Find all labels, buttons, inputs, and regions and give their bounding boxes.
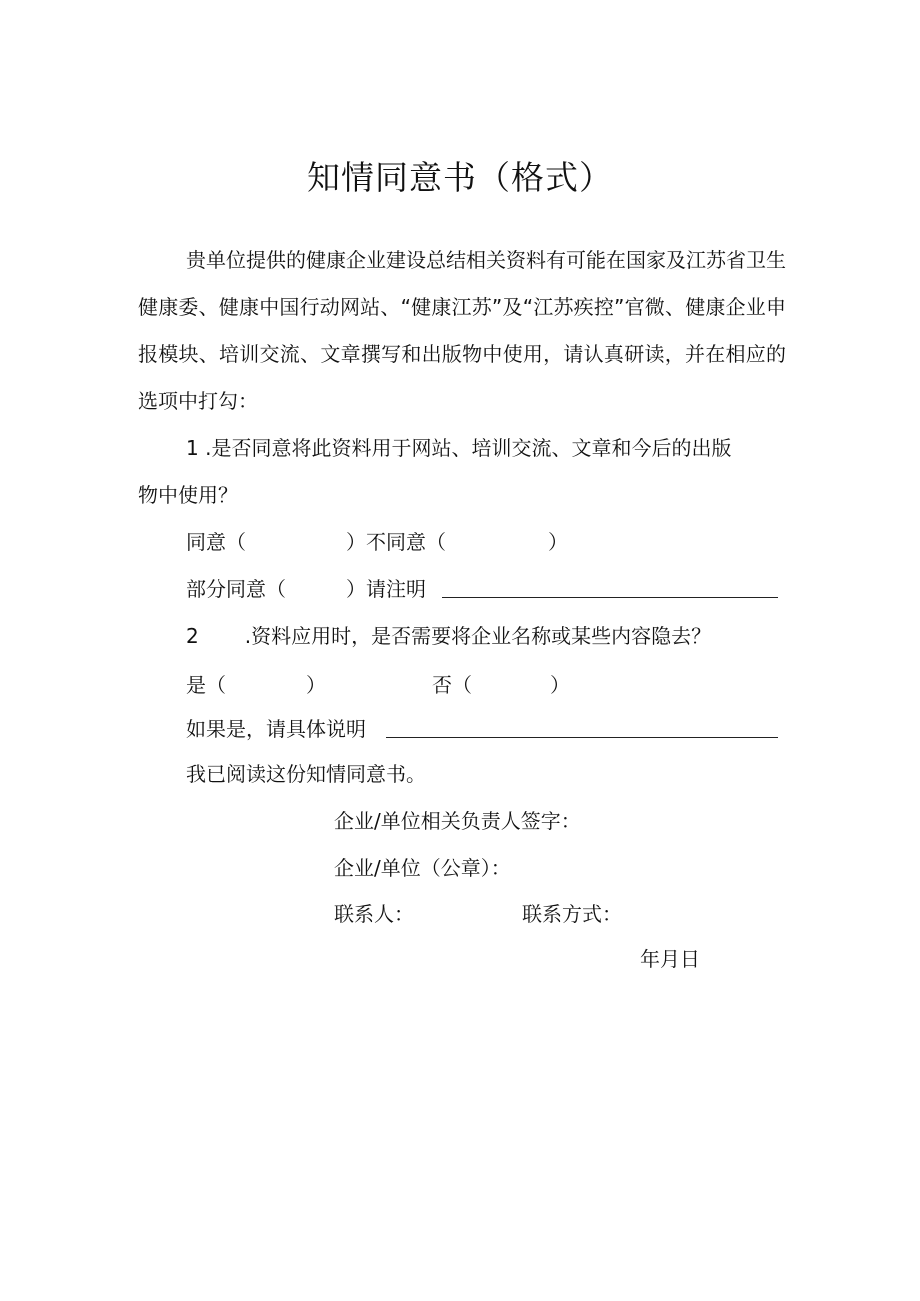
yes-label: 是（ [186, 673, 226, 697]
question-1-options [186, 528, 568, 556]
question-2-number: 2 [186, 624, 199, 648]
question-2-explain [186, 715, 366, 743]
page-title: 知情同意书（格式） [307, 158, 613, 197]
explain-label: 如果是，请具体说明 [186, 717, 366, 741]
explain-field[interactable] [386, 719, 778, 738]
signer-label: 企业/单位相关负责人签字： [334, 809, 581, 833]
question-1-line-2: 物中使用？ [138, 483, 238, 507]
agree-label: 同意（ [186, 530, 246, 554]
intro-text: 贵单位提供的健康企业建设总结相关资料有可能在国家及江苏省卫生健康委、健康中国行动网站、“健康江苏”及“江苏疾控”官微、健康企业申报模块、培训交流、文章撰写和出版物中使用，请认真研读，并在相应的选项中打勾： [138, 248, 786, 413]
question-1-partial [186, 575, 426, 603]
question-2-line [186, 622, 711, 650]
question-1-line-1: 1 .是否同意将此资料用于网站、培训交流、文章和今后的出版 [186, 436, 732, 460]
read-statement: 我已阅读这份知情同意书。 [186, 762, 426, 786]
no-label: 否（ [432, 673, 472, 697]
disagree-close: ） [548, 530, 568, 554]
partial-note-field[interactable] [442, 579, 778, 598]
seal-label: 企业/单位（公章）： [334, 856, 511, 880]
yes-close: ） [306, 673, 326, 697]
question-2-options [186, 671, 326, 699]
disagree-label: 不同意（ [366, 530, 446, 554]
date-label: 年月日 [640, 947, 700, 971]
partial-close: ）请注明 [346, 577, 426, 601]
partial-label: 部分同意（ [186, 577, 286, 601]
contact-method-label: 联系方式： [522, 902, 622, 926]
question-2-text: .资料应用时，是否需要将企业名称或某些内容隐去？ [244, 624, 712, 648]
intro-paragraph [138, 237, 786, 425]
agree-close: ） [346, 530, 366, 554]
no-close: ） [550, 673, 570, 697]
contact-label: 联系人： [334, 902, 414, 926]
question-2-no-option [432, 671, 570, 699]
